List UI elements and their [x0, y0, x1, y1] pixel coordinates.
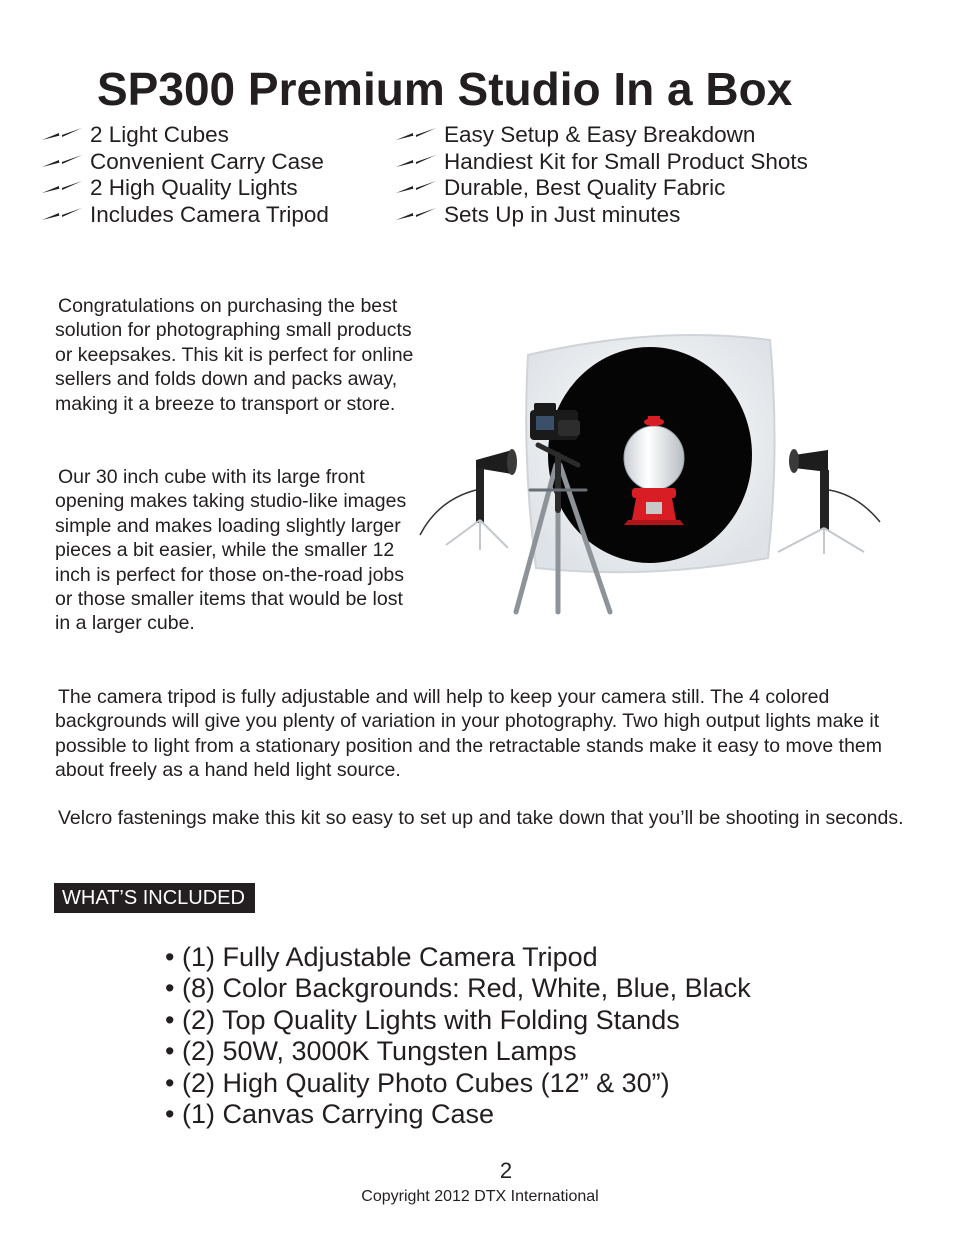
feature-item [42, 122, 329, 149]
studio-kit-photo [418, 330, 888, 615]
feature-item [396, 202, 808, 229]
features-right-list [396, 122, 808, 228]
lightning-bolt-icon [396, 207, 436, 223]
list-item: • (1) Canvas Carrying Case [165, 1099, 495, 1130]
feature-label: Sets Up in Just minutes [444, 201, 681, 227]
right-studio-light [778, 449, 880, 554]
feature-label: Easy Setup & Easy Breakdown [444, 122, 756, 148]
lightning-bolt-icon [42, 154, 82, 170]
feature-item [396, 175, 808, 202]
list-item: • (2) 50W, 3000K Tungsten Lamps [165, 1036, 577, 1067]
feature-label: Convenient Carry Case [90, 148, 324, 174]
lightning-bolt-icon [42, 207, 82, 223]
velcro-paragraph: Velcro fastenings make this kit so easy to set up and take down that you’ll be shooting in seconds. [58, 807, 904, 829]
feature-item [42, 175, 329, 202]
feature-label: 2 High Quality Lights [90, 175, 298, 201]
cube-paragraph: Our 30 inch cube with its large front opening makes taking studio-like images simple and makes loading slightly larger pieces a bit easier, while the smaller 12 inch is perfect for those on-the-road jobs or those smaller items that would be lost in a larger cube. [55, 466, 407, 635]
feature-label: 2 Light Cubes [90, 122, 229, 148]
feature-item [42, 149, 329, 176]
feature-item [396, 122, 808, 149]
feature-item [42, 202, 329, 229]
included-items-list [165, 942, 751, 1130]
list-item: • (1) Fully Adjustable Camera Tripod [165, 942, 598, 972]
feature-label: Handiest Kit for Small Product Shots [444, 148, 808, 174]
feature-item [396, 149, 808, 176]
intro-paragraph: Congratulations on purchasing the best solution for photographing small products or keepsakes. This kit is perfect for online sellers and folds down and packs away, making it a breeze to transport or store. [55, 295, 414, 415]
feature-label: Includes Camera Tripod [90, 201, 329, 227]
lightning-bolt-icon [42, 180, 82, 196]
tripod-paragraph: The camera tripod is fully adjustable and will help to keep your camera still. The 4 colored backgrounds will give you plenty of variation in your photography. Two high output lights make it possible to light from a stationary position and the retractable stands make it easy to move them about freely as a hand held light source. [55, 686, 883, 782]
lightning-bolt-icon [396, 127, 436, 143]
list-item: • (8) Color Backgrounds: Red, White, Blue, Black [165, 973, 751, 1004]
whats-included-header: WHAT’S INCLUDED [54, 883, 255, 913]
features-left-list [42, 122, 329, 228]
lightning-bolt-icon [42, 127, 82, 143]
page-number: 2 [499, 1158, 513, 1183]
copyright-notice: Copyright 2012 DTX International [361, 1188, 599, 1205]
feature-label: Durable, Best Quality Fabric [444, 175, 726, 201]
left-studio-light [420, 449, 517, 550]
lightning-bolt-icon [396, 180, 436, 196]
lightning-bolt-icon [396, 154, 436, 170]
page-title: SP300 Premium Studio In a Box [97, 63, 793, 115]
list-item: • (2) Top Quality Lights with Folding Stands [165, 1004, 680, 1035]
list-item: • (2) High Quality Photo Cubes (12” & 30”) [165, 1067, 670, 1098]
